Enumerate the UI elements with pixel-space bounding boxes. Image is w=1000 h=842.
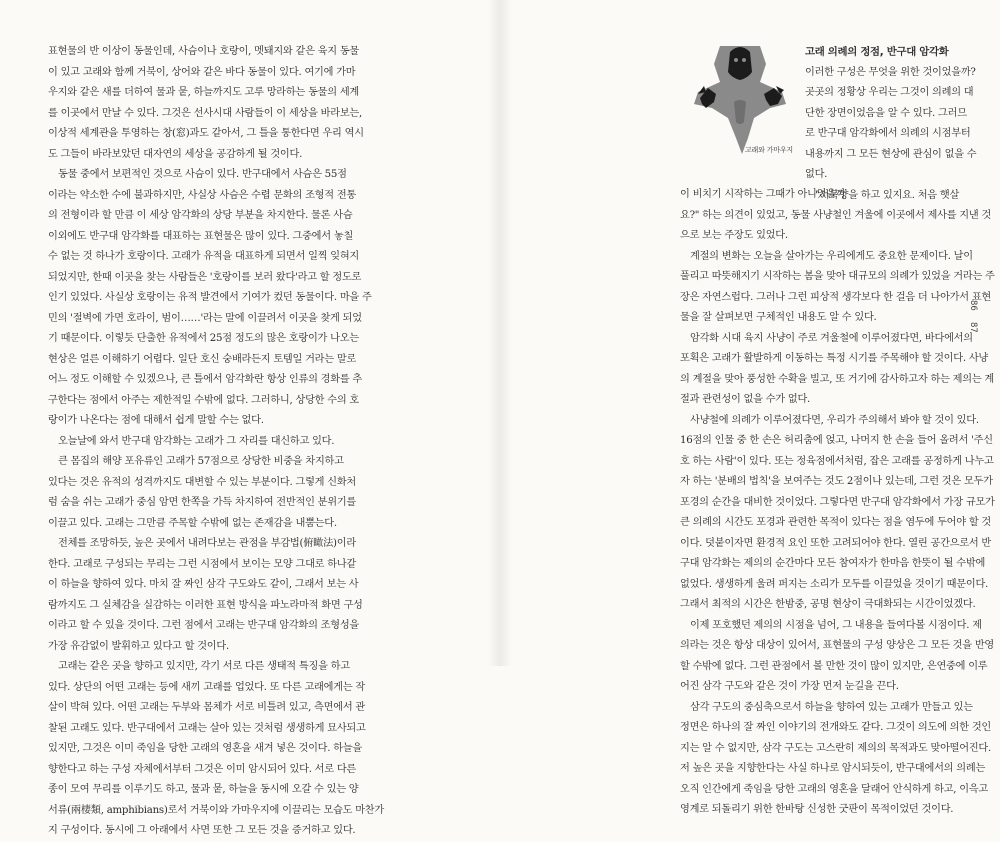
text-line: 구한다는 점에서 아주는 제한적일 수밖에 없다. 그러하니, 상당한 수의 호 [48, 394, 360, 406]
text-line: 이 하늘을 향하여 있다. 마치 잘 짜인 삼각 구도와도 같이, 그래서 보는 사 [48, 579, 359, 590]
text-line: 저 높은 곳을 지향한다는 사실 하나로 암시되듯이, 반구대에서의 의례는 [680, 763, 986, 774]
text-line: 민의 '절벽에 가면 호라이, 범이……'라는 말에 이끌려서 이곳을 찾게 되었 [48, 312, 362, 324]
page-number-left: 86 [968, 300, 978, 311]
text-line: 이 있고 고래와 함께 거북이, 상어와 같은 바다 동물이 있다. 여기에 가마 [48, 66, 356, 78]
text-line: 의 전형이라 할 만큼 이 세상 암각화의 상당 부분을 차지한다. 물론 사슴 [48, 210, 353, 221]
text-line: 이상적 세계관을 투영하는 창(窓)과도 같아서, 그 틀을 통한다면 우리 역시 [48, 128, 364, 139]
text-line: 요?" 하는 의견이 있었고, 동물 사냥철인 겨울에 이곳에서 제사를 지낸 것 [680, 209, 992, 221]
text-line: 절과 관련성이 없을 수가 없다. [680, 394, 811, 405]
text-line: 자 하는 '분배의 법칙'을 보여주는 것도 2점이나 있는데, 그런 것은 모두가 [680, 476, 993, 487]
text-line: 이러한 구성은 무엇을 위한 것이었을까? [805, 66, 976, 78]
text-line: 찰된 고래도 있다. 반구대에서 고래는 살아 있는 것처럼 생생하게 묘사되고 [48, 722, 366, 734]
text-line: 없다. [805, 169, 828, 180]
text-line: 의라는 것은 항상 대상이 있어서, 표현물의 구성 양상은 그 모든 것을 반영 [680, 640, 994, 651]
text-line: 구대 암각화는 제의의 순간마다 모든 참여자가 한마음 한뜻이 될 수밖에 [680, 558, 986, 569]
text-line: 를 이곳에서 만날 수 있다. 그것은 선사시대 사람들이 이 세상을 바라보는, [48, 107, 362, 119]
text-line: 있다. 상단의 어떤 고래는 등에 새끼 고래를 업었다. 또 다른 고래에게는 작 [48, 681, 365, 693]
text-line: 럼 숨을 쉬는 고래가 중심 암면 한쪽을 가득 차지하여 전반적인 분위기를 [48, 497, 357, 508]
text-line: 이라고 할 수 있을 것이다. 그런 점에서 고래는 반구대 암각화의 조형성을 [48, 620, 360, 631]
right-page-top-text [805, 42, 977, 206]
text-line: 수 없는 것 하나가 호랑이다. 고래가 유적을 대표하게 되면서 일찍 잊혀지 [48, 251, 360, 262]
text-line: 있다는 것은 유적의 성격까지도 대변할 수 있는 부분이다. 그렇게 신화처 [48, 476, 357, 488]
text-line: 풀리고 따뜻해지기 시작하는 봄을 맞아 대규모의 의례가 있었을 거라는 주 [680, 271, 995, 282]
text-line: 호 하는 사람'이 있다. 또는 정육점에서처럼, 잡은 고래를 공정하게 나누고 [680, 455, 994, 467]
text-line: 되었지만, 한때 이곳을 찾는 사람들은 '호랑이를 보러 왔다'라고 할 정도로 [48, 271, 362, 283]
text-line: 어진 삼각 구도와 같은 것이 가장 먼저 눈길을 끈다. [680, 681, 899, 692]
page-number-right: 87 [968, 322, 978, 333]
text-line: 이라는 약소한 수에 불과하지만, 사실상 사슴은 수렵 문화의 조형적 전통 [48, 189, 357, 201]
text-line: 삼각 구도의 중심축으로서 하늘을 향하여 있는 고래가 만들고 있는 [690, 701, 973, 713]
text-line: 서류(兩棲類, amphibians)로서 거북이와 가마우지에 이끌리는 모습도 마찬가 [48, 804, 384, 816]
text-line: 포경의 순간을 대비한 것이었다. 그렇다면 반구대 암각화에서 가장 규모가 [680, 496, 995, 508]
text-line: "서북향을 하고 있지요. 처음 햇살 [815, 189, 960, 201]
text-line: 이외에도 반구대 암각화를 대표하는 표현물은 많이 있다. 그중에서 놓칠 [48, 230, 354, 242]
text-line: 향한다고 하는 구성 자체에서부터 그것은 이미 암시되어 있다. 서로 다른 [48, 763, 357, 775]
figure-caption: 고래와 가마우지 [745, 146, 793, 154]
text-line: 로 반구대 암각화에서 의례의 시점부터 [805, 128, 971, 139]
text-line: 큰 의례의 시간도 포경과 관련한 목적이 있다는 점을 염두에 두어야 할 것 [680, 517, 992, 528]
text-line: 고래는 같은 곳을 향하고 있지만, 각기 서로 다른 생태적 특징을 하고 [58, 661, 350, 672]
text-line: 이제 포호했던 제의의 시점을 넘어, 그 내용을 들여다볼 시점이다. 제 [690, 619, 982, 631]
text-line: 이 비치기 시작하는 그때가 아니었을까 [680, 189, 846, 200]
text-line: 한다. 고래로 구성되는 무리는 그런 시점에서 보이는 모양 그대로 하나같 [48, 558, 357, 570]
text-line: 16점의 인물 중 한 손은 허리춤에 얹고, 나머지 한 손을 들어 올려서 '주신 [680, 435, 993, 446]
text-line: 종이 모여 무리를 이루기도 하고, 물과 뭍, 하늘을 동시에 오갈 수 있는 양 [48, 784, 359, 795]
text-line: 곳곳의 정황상 우리는 그것이 의례의 대 [805, 87, 974, 98]
text-line: 오직 인간에게 죽임을 당한 고래의 영혼을 달래어 안식하게 하고, 이윽고 [680, 783, 989, 795]
text-line: 물을 잘 살펴보면 구체적인 내용도 알 수 있다. [680, 312, 877, 323]
text-line: 랑이가 나온다는 점에 대해서 쉽게 말할 수는 없다. [48, 415, 264, 426]
whale-glyph [728, 47, 752, 80]
text-line: 도 그들이 바라보았던 대자연의 세상을 공감하게 될 것이다. [48, 148, 303, 160]
text-line: 살이 박혀 있다. 어떤 고래는 두부와 몸체가 서로 비틀려 있고, 측면에서 관 [48, 702, 365, 713]
left-page-text [48, 42, 384, 842]
text-line: 기 때문이다. 이렇듯 단출한 유적에서 25점 정도의 많은 호랑이가 나오는 [48, 333, 359, 344]
text-line: 그래서 최적의 시간은 한밤중, 공명 현상이 극대화되는 시간이었겠다. [680, 599, 976, 610]
text-line: 할 수밖에 없다. 그런 관점에서 볼 만한 것이 많이 있지만, 은연중에 이루 [680, 660, 988, 672]
text-line: 장은 자연스럽다. 그러나 그런 피상적 생각보다 한 걸음 더 나아가서 표현 [680, 291, 992, 303]
text-line: 람까지도 그 실체감을 실감하는 이러한 표현 방식을 파노라마적 화면 구성 [48, 599, 363, 611]
whale-cormorant-petroglyph-figure [690, 42, 790, 157]
text-line: 이다. 덧붙이자면 환경적 요인 또한 고려되어야 한다. 열린 공간으로서 반 [680, 537, 992, 549]
text-line: 영계로 되돌리기 위한 한바탕 신성한 굿판이 목적이었던 것이다. [680, 804, 954, 815]
text-line: 지는 알 수 없지만, 삼각 구도는 고스란히 제의의 목적과도 맞아떨어진다. [680, 742, 992, 754]
text-line: 인기 있었다. 사실상 호랑이는 유적 발견에서 기여가 컸던 동물이다. 마을 주 [48, 292, 372, 303]
text-line: 있지만, 그것은 이미 죽임을 당한 고래의 영혼을 새겨 넣은 것이다. 하늘을 [48, 743, 362, 754]
text-line: 암각화 시대 육지 사냥이 주로 겨울철에 이루어졌다면, 바다에서의 [690, 332, 973, 344]
text-line: 지 구성이다. 동시에 그 아래에서 사면 또한 그 모든 것을 증거하고 있다. [48, 825, 356, 836]
text-line: 으로 보는 주장도 있었다. [680, 230, 788, 241]
text-line: 없었다. 생생하게 울려 퍼지는 소리가 모두를 이끌었을 것이기 때문이다. [680, 578, 989, 590]
text-line: 표현물의 반 이상이 동물인데, 사슴이나 호랑이, 멧돼지와 같은 육지 동물 [48, 46, 360, 57]
text-line: 우지와 같은 새를 더하여 물과 뭍, 하늘까지도 고루 망라하는 동물의 세계 [48, 87, 360, 98]
text-line: 내용까지 그 모든 현상에 관심이 없을 수 [805, 148, 977, 160]
text-line: 의 계절을 맞아 풍성한 수확을 빌고, 또 거기에 감사하고자 하는 제의는 계 [680, 373, 994, 385]
section-title: 고래 의례의 정점, 반구대 암각화 [805, 46, 949, 58]
text-line: 오늘날에 와서 반구대 암각화는 고래가 그 자리를 대신하고 있다. [58, 435, 335, 447]
text-line: 동물 중에서 보편적인 것으로 사슴이 있다. 반구대에서 사슴은 55점 [58, 169, 347, 180]
text-line: 큰 몸집의 해양 포유류인 고래가 57점으로 상당한 비중을 차지하고 [58, 456, 344, 467]
text-line: 가장 유감없이 발휘하고 있다고 할 것이다. [48, 640, 229, 652]
text-line: 이끌고 있다. 고래는 그만큼 주목할 수밖에 없는 존재감을 내뿜는다. [48, 517, 337, 529]
text-line: 어느 정도 이해할 수 있겠으나, 큰 틀에서 암각화란 항상 인류의 경화를 추 [48, 374, 362, 385]
text-line: 단한 장면이었음을 알 수 있다. 그러므 [805, 107, 967, 119]
text-line: 계절의 변화는 오늘을 살아가는 우리에게도 중요한 문제이다. 날이 [690, 250, 973, 262]
text-line: 포획은 고래가 활발하게 이동하는 특정 시기를 주목해야 할 것이다. 사냥 [680, 353, 989, 364]
text-line: 전체를 조망하듯, 높은 곳에서 내려다보는 관점을 부감법(俯瞰法)이라 [58, 538, 356, 549]
text-line: 현상은 얼른 이해하기 어렵다. 일단 호신 숭배라든지 토템일 거라는 말로 [48, 353, 357, 365]
text-line: 사냥철에 의례가 이루어졌다면, 우리가 주의해서 봐야 할 것이 있다. [690, 414, 979, 426]
text-line: 정면은 하나의 잘 짜인 이야기의 전개와도 같다. 그것이 의도에 의한 것인 [680, 722, 992, 733]
